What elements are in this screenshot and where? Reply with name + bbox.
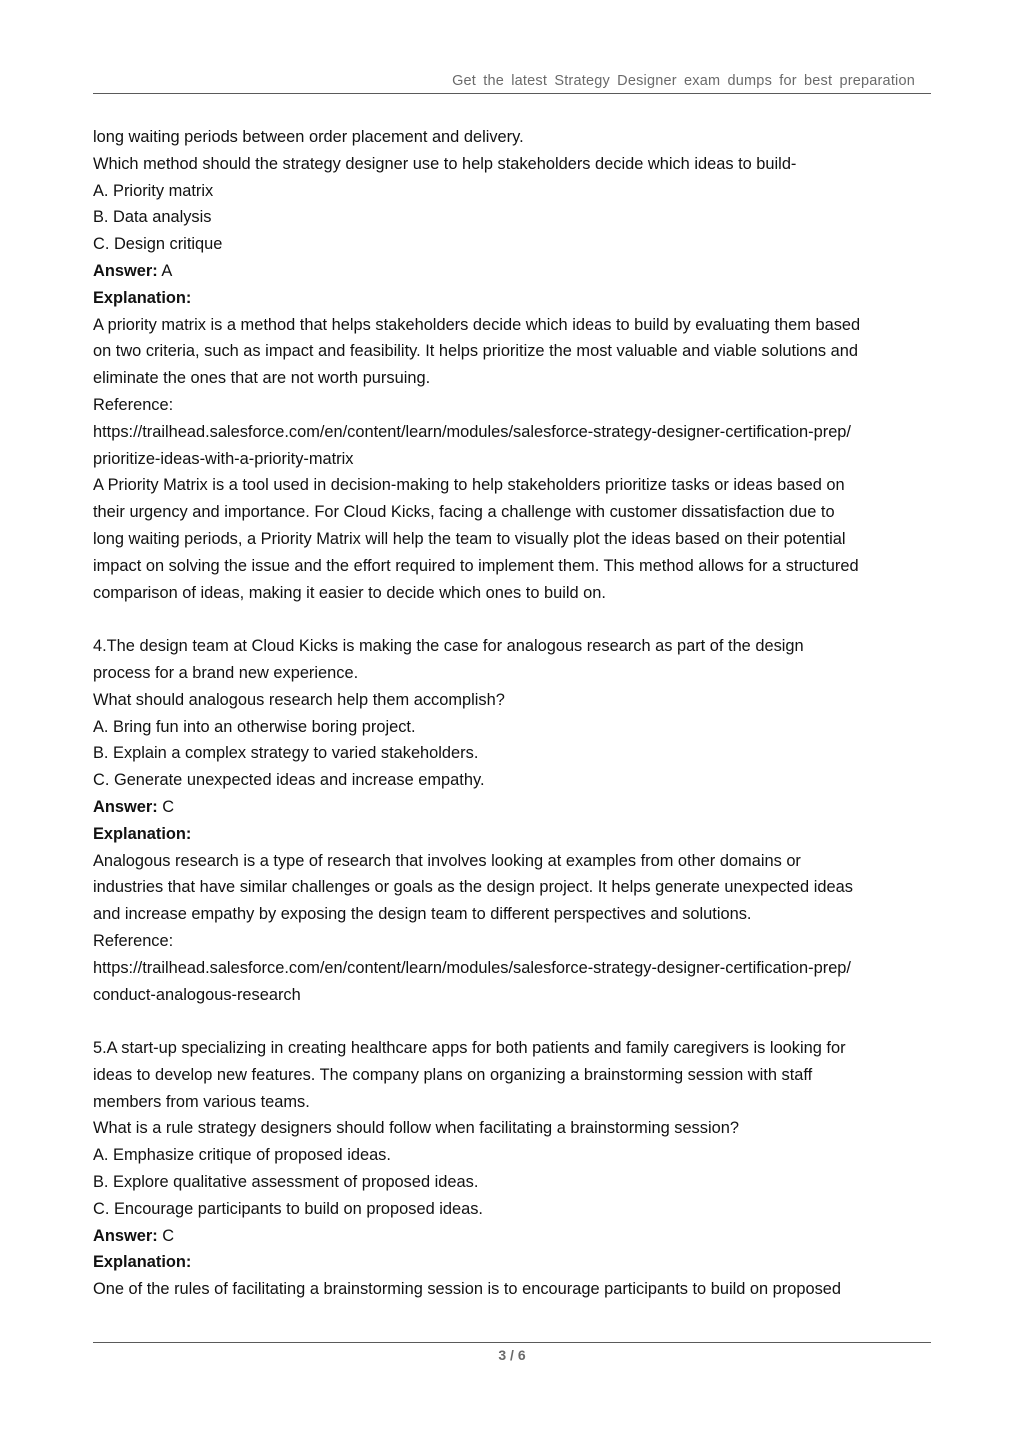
option-a: A. Priority matrix: [93, 181, 214, 200]
page-number: 3 / 6: [498, 1347, 526, 1363]
question-text: Which method should the strategy designer use to help stakeholders decide which ideas to build-: [93, 154, 797, 173]
answer-line: [93, 794, 933, 821]
reference-label: Reference:: [93, 931, 174, 950]
answer-value: A: [157, 261, 173, 280]
question-text: What should analogous research help them accomplish?: [93, 690, 505, 709]
answer-label: Answer:: [93, 797, 158, 816]
answer-value: C: [157, 797, 175, 816]
option-a: A. Bring fun into an otherwise boring project.: [93, 717, 416, 736]
explanation-line: A priority matrix is a method that helps stakeholders decide which ideas to build by evaluating them based: [93, 315, 861, 334]
reference-url: conduct-analogous-research: [93, 985, 301, 1004]
question-context: long waiting periods between order placement and delivery.: [93, 128, 524, 146]
explanation-label: Explanation:: [93, 824, 192, 843]
reference-url: https://trailhead.salesforce.com/en/content/learn/modules/salesforce-strategy-designer-certification-prep/: [93, 958, 851, 977]
extra-line: comparison of ideas, making it easier to decide which ones to build on.: [93, 583, 606, 602]
option-b: B. Explain a complex strategy to varied stakeholders.: [93, 744, 479, 763]
question-stem: 5.A start-up specializing in creating healthcare apps for both patients and family caregivers is looking for: [93, 1039, 846, 1058]
question-stem: ideas to develop new features. The company plans on organizing a brainstorming session with staff: [93, 1065, 813, 1084]
option-b: B. Explore qualitative assessment of proposed ideas.: [93, 1173, 479, 1192]
answer-line: [93, 1223, 933, 1250]
option-c: C. Design critique: [93, 235, 223, 254]
explanation-line: One of the rules of facilitating a brainstorming session is to encourage participants to build on proposed: [93, 1280, 842, 1299]
reference-url: https://trailhead.salesforce.com/en/content/learn/modules/salesforce-strategy-designer-certification-prep/: [93, 422, 851, 441]
extra-line: impact on solving the issue and the effort required to implement them. This method allows for a structured: [93, 556, 859, 575]
explanation-line: on two criteria, such as impact and feasibility. It helps prioritize the most valuable and viable solutions and: [93, 342, 858, 361]
answer-label: Answer:: [93, 261, 158, 280]
explanation-line: eliminate the ones that are not worth pursuing.: [93, 369, 431, 388]
extra-line: A Priority Matrix is a tool used in decision-making to help stakeholders prioritize tasks or ideas based on: [93, 476, 845, 495]
explanation-line: industries that have similar challenges or goals as the design project. It helps generate unexpected ideas: [93, 878, 853, 897]
option-b: B. Data analysis: [93, 208, 212, 227]
reference-label: Reference:: [93, 395, 174, 414]
explanation-label: Explanation:: [93, 288, 192, 307]
option-c: C. Generate unexpected ideas and increase empathy.: [93, 771, 485, 790]
page-content: [93, 124, 933, 1303]
answer-line: [93, 258, 933, 285]
reference-url: prioritize-ideas-with-a-priority-matrix: [93, 449, 354, 468]
footer-rule: [93, 1342, 931, 1343]
question-stem: process for a brand new experience.: [93, 663, 359, 682]
explanation-label: Explanation:: [93, 1253, 192, 1272]
question-stem: members from various teams.: [93, 1092, 310, 1111]
answer-label: Answer:: [93, 1226, 158, 1245]
page-header: Get the latest Strategy Designer exam dumps for best preparation: [452, 73, 915, 89]
spacer: [93, 606, 933, 633]
extra-line: their urgency and importance. For Cloud Kicks, facing a challenge with customer dissatisfaction due to: [93, 503, 835, 522]
spacer: [93, 1008, 933, 1035]
explanation-line: and increase empathy by exposing the design team to different perspectives and solutions.: [93, 905, 752, 924]
answer-value: C: [157, 1226, 175, 1245]
question-text: What is a rule strategy designers should follow when facilitating a brainstorming session?: [93, 1119, 739, 1138]
question-stem: 4.The design team at Cloud Kicks is making the case for analogous research as part of the design: [93, 637, 804, 656]
explanation-line: Analogous research is a type of research that involves looking at examples from other domains or: [93, 851, 801, 870]
extra-line: long waiting periods, a Priority Matrix will help the team to visually plot the ideas based on their potential: [93, 529, 846, 548]
option-a: A. Emphasize critique of proposed ideas.: [93, 1146, 391, 1165]
header-rule: [93, 93, 931, 94]
option-c: C. Encourage participants to build on proposed ideas.: [93, 1199, 483, 1218]
